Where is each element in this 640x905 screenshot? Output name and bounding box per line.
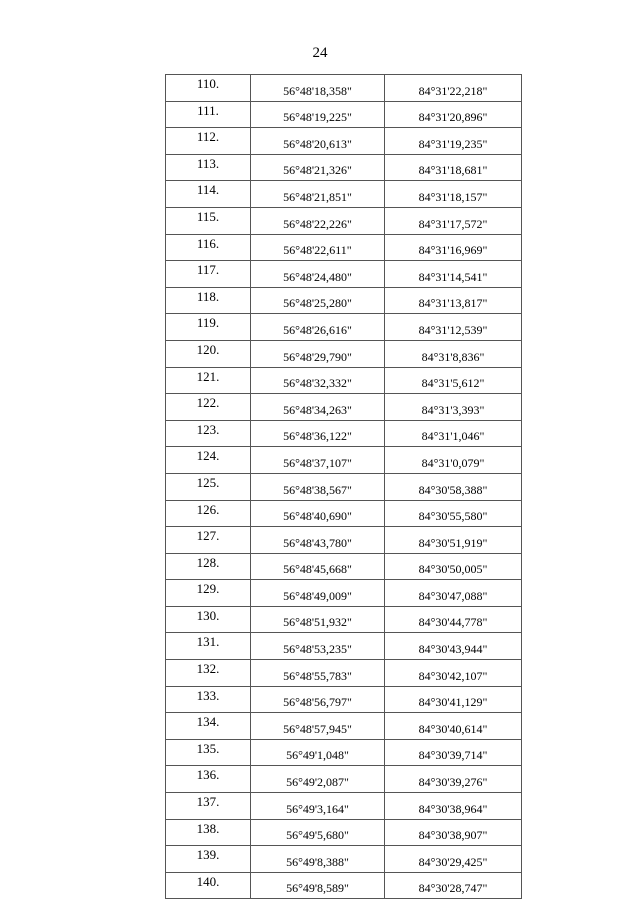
table-row (166, 447, 522, 474)
latitude-cell: 56°48'25,280" (251, 287, 385, 314)
latitude-cell: 56°48'36,122" (251, 420, 385, 447)
latitude-cell: 56°48'26,616" (251, 314, 385, 341)
longitude-cell: 84°30'39,714" (385, 739, 522, 766)
longitude-cell: 84°30'38,907" (385, 819, 522, 846)
table-row (166, 846, 522, 873)
point-number: 133. (166, 686, 251, 713)
table-row (166, 872, 522, 899)
longitude-cell: 84°30'47,088" (385, 580, 522, 607)
point-number: 122. (166, 394, 251, 421)
table-row (166, 713, 522, 740)
longitude-cell: 84°30'55,580" (385, 500, 522, 527)
point-number: 124. (166, 447, 251, 474)
coordinates-table-body (166, 75, 522, 899)
latitude-cell: 56°48'20,613" (251, 128, 385, 155)
latitude-cell: 56°48'38,567" (251, 473, 385, 500)
latitude-cell: 56°48'53,235" (251, 633, 385, 660)
table-row (166, 686, 522, 713)
point-number: 131. (166, 633, 251, 660)
longitude-cell: 84°31'5,612" (385, 367, 522, 394)
point-number: 132. (166, 660, 251, 687)
point-number: 115. (166, 207, 251, 234)
table-row (166, 340, 522, 367)
table-row (166, 367, 522, 394)
longitude-cell: 84°30'42,107" (385, 660, 522, 687)
table-row (166, 660, 522, 687)
table-row (166, 420, 522, 447)
point-number: 128. (166, 553, 251, 580)
table-row (166, 500, 522, 527)
point-number: 120. (166, 340, 251, 367)
point-number: 137. (166, 793, 251, 820)
table-row (166, 287, 522, 314)
longitude-cell: 84°31'12,539" (385, 314, 522, 341)
point-number: 126. (166, 500, 251, 527)
table-row (166, 234, 522, 261)
point-number: 119. (166, 314, 251, 341)
longitude-cell: 84°31'22,218" (385, 75, 522, 102)
latitude-cell: 56°48'55,783" (251, 660, 385, 687)
longitude-cell: 84°31'19,235" (385, 128, 522, 155)
latitude-cell: 56°48'24,480" (251, 261, 385, 288)
longitude-cell: 84°31'18,681" (385, 154, 522, 181)
point-number: 127. (166, 527, 251, 554)
longitude-cell: 84°31'0,079" (385, 447, 522, 474)
longitude-cell: 84°30'58,388" (385, 473, 522, 500)
longitude-cell: 84°31'13,817" (385, 287, 522, 314)
point-number: 118. (166, 287, 251, 314)
latitude-cell: 56°49'5,680" (251, 819, 385, 846)
longitude-cell: 84°31'14,541" (385, 261, 522, 288)
table-row (166, 739, 522, 766)
table-row (166, 527, 522, 554)
table-row (166, 154, 522, 181)
table-row (166, 314, 522, 341)
latitude-cell: 56°48'40,690" (251, 500, 385, 527)
latitude-cell: 56°48'18,358" (251, 75, 385, 102)
point-number: 112. (166, 128, 251, 155)
latitude-cell: 56°48'43,780" (251, 527, 385, 554)
point-number: 129. (166, 580, 251, 607)
table-row (166, 101, 522, 128)
latitude-cell: 56°48'22,226" (251, 207, 385, 234)
table-row (166, 207, 522, 234)
latitude-cell: 56°48'56,797" (251, 686, 385, 713)
longitude-cell: 84°31'8,836" (385, 340, 522, 367)
longitude-cell: 84°30'38,964" (385, 793, 522, 820)
table-row (166, 181, 522, 208)
latitude-cell: 56°48'21,851" (251, 181, 385, 208)
table-row (166, 128, 522, 155)
latitude-cell: 56°48'57,945" (251, 713, 385, 740)
point-number: 113. (166, 154, 251, 181)
point-number: 125. (166, 473, 251, 500)
latitude-cell: 56°48'29,790" (251, 340, 385, 367)
latitude-cell: 56°49'8,589" (251, 872, 385, 899)
latitude-cell: 56°48'19,225" (251, 101, 385, 128)
point-number: 121. (166, 367, 251, 394)
table-row (166, 633, 522, 660)
longitude-cell: 84°30'28,747" (385, 872, 522, 899)
table-row (166, 819, 522, 846)
latitude-cell: 56°48'21,326" (251, 154, 385, 181)
point-number: 114. (166, 181, 251, 208)
table-row (166, 553, 522, 580)
longitude-cell: 84°30'40,614" (385, 713, 522, 740)
point-number: 135. (166, 739, 251, 766)
point-number: 130. (166, 606, 251, 633)
table-row (166, 473, 522, 500)
latitude-cell: 56°49'1,048" (251, 739, 385, 766)
longitude-cell: 84°31'17,572" (385, 207, 522, 234)
latitude-cell: 56°49'3,164" (251, 793, 385, 820)
latitude-cell: 56°49'8,388" (251, 846, 385, 873)
longitude-cell: 84°30'50,005" (385, 553, 522, 580)
table-row (166, 580, 522, 607)
longitude-cell: 84°30'43,944" (385, 633, 522, 660)
longitude-cell: 84°31'3,393" (385, 394, 522, 421)
point-number: 110. (166, 75, 251, 102)
latitude-cell: 56°48'34,263" (251, 394, 385, 421)
longitude-cell: 84°31'18,157" (385, 181, 522, 208)
point-number: 138. (166, 819, 251, 846)
latitude-cell: 56°48'49,009" (251, 580, 385, 607)
longitude-cell: 84°30'29,425" (385, 846, 522, 873)
table-row (166, 606, 522, 633)
longitude-cell: 84°30'51,919" (385, 527, 522, 554)
point-number: 111. (166, 101, 251, 128)
longitude-cell: 84°31'20,896" (385, 101, 522, 128)
latitude-cell: 56°49'2,087" (251, 766, 385, 793)
coordinates-table (165, 74, 522, 899)
longitude-cell: 84°30'39,276" (385, 766, 522, 793)
longitude-cell: 84°31'1,046" (385, 420, 522, 447)
longitude-cell: 84°30'41,129" (385, 686, 522, 713)
latitude-cell: 56°48'32,332" (251, 367, 385, 394)
latitude-cell: 56°48'45,668" (251, 553, 385, 580)
page-number: 24 (312, 45, 328, 61)
latitude-cell: 56°48'22,611" (251, 234, 385, 261)
latitude-cell: 56°48'37,107" (251, 447, 385, 474)
point-number: 117. (166, 261, 251, 288)
point-number: 134. (166, 713, 251, 740)
point-number: 140. (166, 872, 251, 899)
table-row (166, 766, 522, 793)
table-row (166, 75, 522, 102)
point-number: 139. (166, 846, 251, 873)
table-row (166, 394, 522, 421)
longitude-cell: 84°30'44,778" (385, 606, 522, 633)
point-number: 136. (166, 766, 251, 793)
table-row (166, 793, 522, 820)
point-number: 116. (166, 234, 251, 261)
longitude-cell: 84°31'16,969" (385, 234, 522, 261)
point-number: 123. (166, 420, 251, 447)
latitude-cell: 56°48'51,932" (251, 606, 385, 633)
table-row (166, 261, 522, 288)
